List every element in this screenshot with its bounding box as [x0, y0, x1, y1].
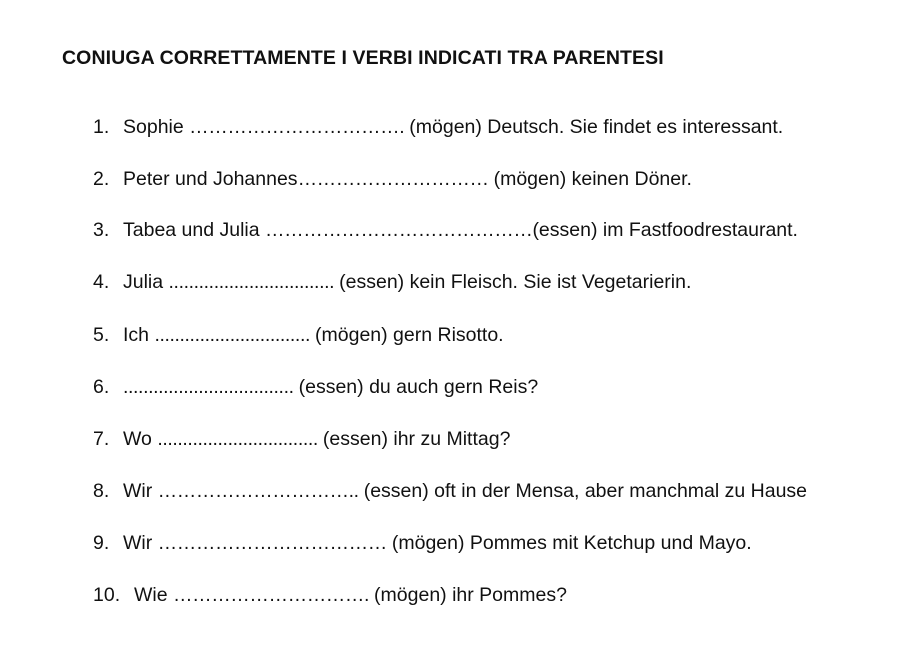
exercise-item: [93, 270, 691, 294]
page-title: CONIUGA CORRETTAMENTE I VERBI INDICATI TRA PARENTESI: [62, 47, 664, 69]
exercise-item: [93, 375, 538, 399]
exercise-rest: (essen) du auch gern Reis?: [298, 376, 539, 398]
exercise-rest: (essen) kein Fleisch. Sie ist Vegetarierin.: [339, 271, 692, 293]
exercise-number: 1.: [93, 116, 110, 138]
exercise-subject: Tabea und Julia: [123, 219, 266, 241]
answer-blank[interactable]: ……………………………………: [265, 219, 533, 241]
exercise-item: [93, 531, 752, 555]
exercise-subject: Peter und Johannes: [123, 168, 298, 190]
exercise-item: [93, 115, 783, 139]
exercise-number: 3.: [93, 219, 110, 241]
exercise-subject: Wir: [123, 480, 158, 502]
exercise-number: 4.: [93, 271, 110, 293]
exercise-item: [93, 583, 567, 607]
exercise-subject: Sophie: [123, 116, 190, 138]
exercise-item: [93, 323, 504, 347]
exercise-item: [93, 427, 510, 451]
exercise-number: 5.: [93, 324, 110, 346]
exercise-number: 6.: [93, 376, 110, 398]
exercise-rest: (essen) oft in der Mensa, aber manchmal zu Hause: [363, 480, 808, 502]
answer-blank[interactable]: ………………………………: [157, 532, 392, 554]
exercise-item: [93, 167, 692, 191]
exercise-rest: (essen) ihr zu Mittag?: [322, 428, 511, 450]
exercise-rest: (mögen) ihr Pommes?: [374, 584, 567, 606]
exercise-number: 7.: [93, 428, 110, 450]
answer-blank[interactable]: .................................: [168, 271, 340, 293]
exercise-rest: (mögen) keinen Döner.: [493, 168, 692, 190]
exercise-number: 10.: [93, 584, 121, 606]
answer-blank[interactable]: ………………………….: [173, 584, 375, 606]
exercise-item: [93, 479, 807, 503]
exercise-subject: Wo: [123, 428, 158, 450]
exercise-rest: (mögen) Deutsch. Sie findet es interessant.: [409, 116, 784, 138]
exercise-subject: Wir: [123, 532, 158, 554]
exercise-number: 8.: [93, 480, 110, 502]
answer-blank[interactable]: …………………………..: [157, 480, 364, 502]
exercise-number: 9.: [93, 532, 110, 554]
exercise-subject: Julia: [123, 271, 169, 293]
exercise-subject: Ich: [123, 324, 155, 346]
exercise-item: [93, 218, 798, 242]
exercise-number: 2.: [93, 168, 110, 190]
answer-blank[interactable]: …………………………….: [189, 116, 410, 138]
answer-blank[interactable]: ...............................: [154, 324, 316, 346]
exercise-rest: (mögen) Pommes mit Ketchup und Mayo.: [391, 532, 752, 554]
exercise-subject: Wie: [134, 584, 173, 606]
answer-blank[interactable]: ................................: [157, 428, 323, 450]
exercise-rest: (essen) im Fastfoodrestaurant.: [532, 219, 798, 241]
answer-blank[interactable]: ..................................: [123, 376, 299, 398]
answer-blank[interactable]: …………………………: [297, 168, 494, 190]
exercise-rest: (mögen) gern Risotto.: [315, 324, 504, 346]
